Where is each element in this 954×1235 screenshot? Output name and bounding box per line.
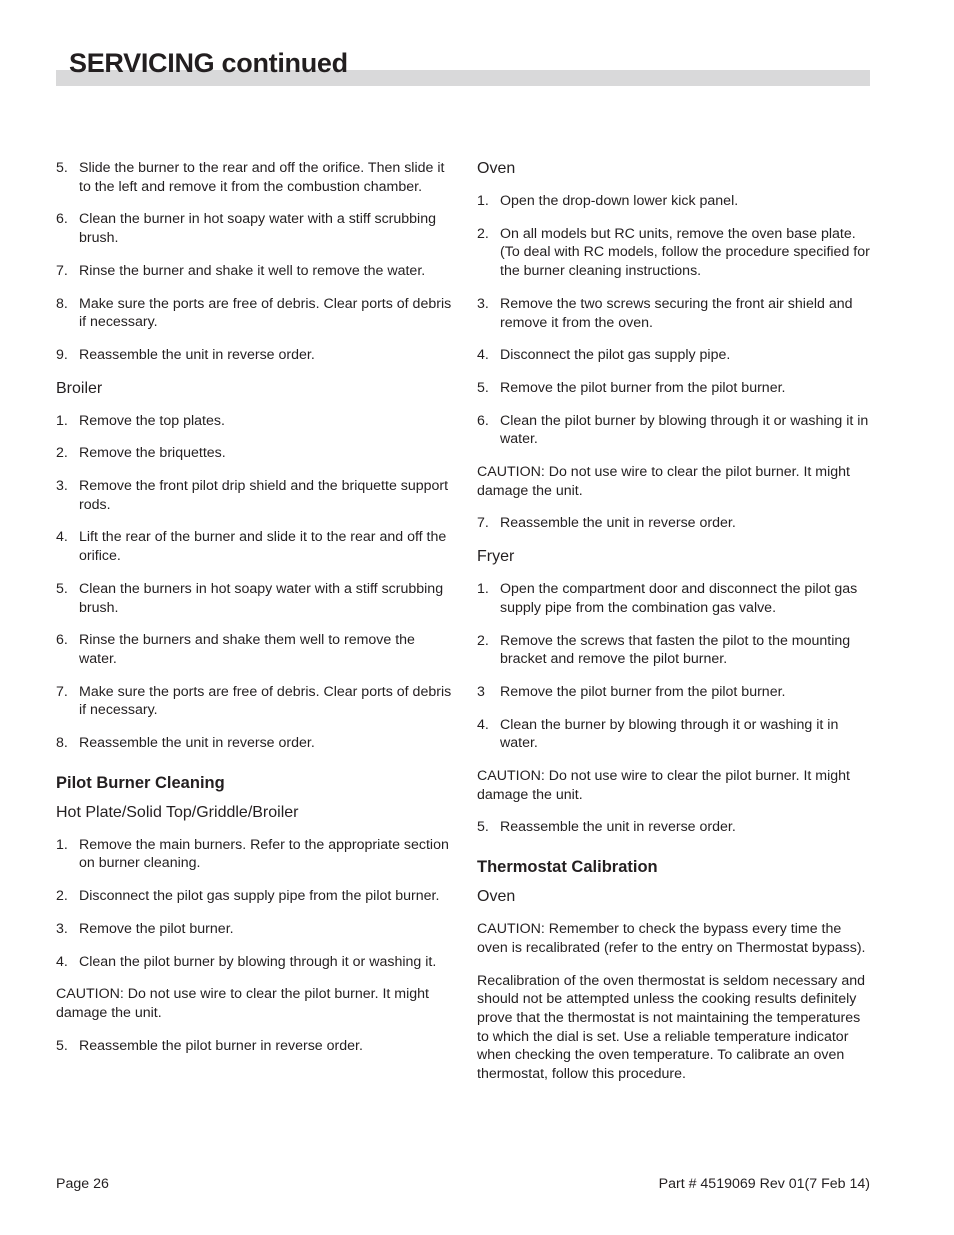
list-item xyxy=(56,953,452,972)
oven-final-step xyxy=(477,514,873,533)
step-text: Rinse the burners and shake them well to remove the water. xyxy=(79,632,415,667)
step-number: 3. xyxy=(56,920,68,937)
step-text: Remove the top plates. xyxy=(79,412,225,429)
hotplate-heading: Hot Plate/Solid Top/Griddle/Broiler xyxy=(56,803,299,821)
page-number: Page 26 xyxy=(56,1176,109,1192)
broiler-heading: Broiler xyxy=(56,379,103,397)
list-item xyxy=(56,1037,452,1056)
step-number: 6. xyxy=(56,211,68,228)
thermostat-paragraph: Recalibration of the oven thermostat is seldom necessary and should not be attempted unless the cooking results definitely prove that the thermostat is not maintaining the temperatures to which the dial is set. Use a reliable temperature indicator when checking the oven temperature. To calibrate an oven thermostat, follow this procedure. xyxy=(477,972,865,1083)
step-text: Reassemble the pilot burner in reverse order. xyxy=(79,1037,363,1054)
step-number: 3 xyxy=(477,683,485,700)
step-number: 4. xyxy=(56,953,68,970)
fryer-steps-list xyxy=(477,580,873,753)
step-number: 5. xyxy=(56,160,68,176)
step-number: 3. xyxy=(56,478,68,495)
list-item xyxy=(56,159,452,196)
step-number: 3. xyxy=(477,295,489,312)
step-number: 2. xyxy=(477,225,489,242)
step-text: Remove the screws that fasten the pilot to the mounting bracket and remove the pilot burner. xyxy=(500,632,851,668)
thermostat-caution: CAUTION: Remember to check the bypass every time the oven is recalibrated (refer to the entry on Thermostat bypass). xyxy=(477,921,866,956)
step-number: 1. xyxy=(56,412,68,429)
step-text: Disconnect the pilot gas supply pipe. xyxy=(500,347,731,364)
step-number: 4. xyxy=(56,529,68,546)
list-item xyxy=(56,887,452,906)
hotplate-caution: CAUTION: Do not use wire to clear the pilot burner. It might damage the unit. xyxy=(56,986,429,1021)
fryer-heading: Fryer xyxy=(477,548,515,566)
thermostat-oven-heading: Oven xyxy=(477,888,516,906)
oven-caution: CAUTION: Do not use wire to clear the pilot burner. It might damage the unit. xyxy=(477,464,850,499)
burner-steps-list xyxy=(56,159,452,365)
step-text: Make sure the ports are free of debris. Clear ports of debris if necessary. xyxy=(79,295,452,331)
step-text: Clean the burners in hot soapy water with a stiff scrubbing brush. xyxy=(79,580,444,616)
step-number: 2. xyxy=(56,888,68,905)
step-number: 1. xyxy=(56,836,68,853)
step-number: 4. xyxy=(477,716,489,733)
step-number: 5. xyxy=(477,819,489,836)
step-text: Remove the main burners. Refer to the appropriate section on burner cleaning. xyxy=(79,836,449,872)
hotplate-final-step xyxy=(56,1037,452,1056)
step-number: 8. xyxy=(56,735,68,752)
list-item xyxy=(56,412,452,431)
left-column xyxy=(56,159,452,1069)
list-item xyxy=(477,295,873,332)
step-number: 1. xyxy=(477,581,489,598)
pilot-burner-cleaning-heading: Pilot Burner Cleaning xyxy=(56,773,225,792)
step-text: Lift the rear of the burner and slide it to the rear and off the orifice. xyxy=(79,529,447,565)
list-item xyxy=(477,580,873,617)
step-number: 6. xyxy=(56,632,68,649)
page-title: SERVICING continued xyxy=(69,48,348,78)
list-item xyxy=(56,631,452,668)
step-text: Open the drop-down lower kick panel. xyxy=(500,193,739,209)
list-item xyxy=(56,262,452,281)
list-item xyxy=(56,477,452,514)
list-item xyxy=(56,580,452,617)
step-text: Clean the pilot burner by blowing through it or washing it. xyxy=(79,953,437,970)
step-text: Remove the briquettes. xyxy=(79,445,226,462)
list-item xyxy=(56,444,452,463)
list-item xyxy=(477,514,873,533)
step-text: Remove the pilot burner. xyxy=(79,920,234,937)
step-text: Reassemble the unit in reverse order. xyxy=(79,346,315,363)
list-item xyxy=(477,683,873,702)
step-text: Remove the pilot burner from the pilot burner. xyxy=(500,683,786,700)
step-text: Rinse the burner and shake it well to remove the water. xyxy=(79,262,426,279)
list-item xyxy=(477,192,873,211)
step-number: 5. xyxy=(477,379,489,396)
list-item xyxy=(56,683,452,720)
oven-steps-list xyxy=(477,192,873,449)
fryer-final-step xyxy=(477,818,873,837)
step-number: 7. xyxy=(477,515,489,532)
step-number: 7. xyxy=(56,683,68,700)
list-item xyxy=(56,836,452,873)
fryer-caution: CAUTION: Do not use wire to clear the pilot burner. It might damage the unit. xyxy=(477,768,850,803)
list-item xyxy=(477,379,873,398)
step-number: 5. xyxy=(56,580,68,597)
list-item xyxy=(477,818,873,837)
list-item xyxy=(56,346,452,365)
step-number: 8. xyxy=(56,295,68,312)
step-text: Reassemble the unit in reverse order. xyxy=(79,735,315,752)
step-text: Clean the burner by blowing through it or washing it in water. xyxy=(500,716,839,752)
step-text: Remove the front pilot drip shield and the briquette support rods. xyxy=(79,478,449,513)
list-item xyxy=(56,920,452,939)
step-number: 6. xyxy=(477,412,489,429)
step-text: On all models but RC units, remove the oven base plate. (To deal with RC models, follow the procedure specified for the burner cleaning instructions. xyxy=(500,225,870,280)
step-text: Reassemble the unit in reverse order. xyxy=(500,515,736,532)
part-number: Part # 4519069 Rev 01(7 Feb 14) xyxy=(658,1176,870,1192)
list-item xyxy=(56,210,452,247)
hotplate-steps-list xyxy=(56,836,452,972)
step-number: 4. xyxy=(477,347,489,364)
step-number: 1. xyxy=(477,193,489,209)
step-number: 2. xyxy=(477,632,489,649)
list-item xyxy=(56,528,452,565)
list-item xyxy=(477,632,873,669)
step-number: 5. xyxy=(56,1037,68,1054)
step-text: Disconnect the pilot gas supply pipe from the pilot burner. xyxy=(79,888,440,905)
oven-heading: Oven xyxy=(477,160,516,177)
list-item xyxy=(56,734,452,753)
step-text: Make sure the ports are free of debris. Clear ports of debris if necessary. xyxy=(79,683,452,719)
step-text: Remove the pilot burner from the pilot burner. xyxy=(500,379,786,396)
step-number: 2. xyxy=(56,445,68,462)
step-number: 9. xyxy=(56,346,68,363)
step-text: Clean the pilot burner by blowing through it or washing it in water. xyxy=(500,412,869,448)
broiler-steps-list xyxy=(56,412,452,753)
list-item xyxy=(477,346,873,365)
list-item xyxy=(477,412,873,449)
step-text: Reassemble the unit in reverse order. xyxy=(500,819,736,836)
step-number: 7. xyxy=(56,262,68,279)
step-text: Slide the burner to the rear and off the orifice. Then slide it to the left and remove it from the combustion chamber. xyxy=(79,160,445,195)
step-text: Open the compartment door and disconnect the pilot gas supply pipe from the combination gas valve. xyxy=(500,581,858,616)
list-item xyxy=(477,225,873,281)
step-text: Remove the two screws securing the front air shield and remove it from the oven. xyxy=(500,295,853,331)
thermostat-calibration-heading: Thermostat Calibration xyxy=(477,858,658,877)
list-item xyxy=(477,716,873,753)
list-item xyxy=(56,295,452,332)
right-column xyxy=(477,159,873,1098)
step-text: Clean the burner in hot soapy water with a stiff scrubbing brush. xyxy=(79,211,436,247)
